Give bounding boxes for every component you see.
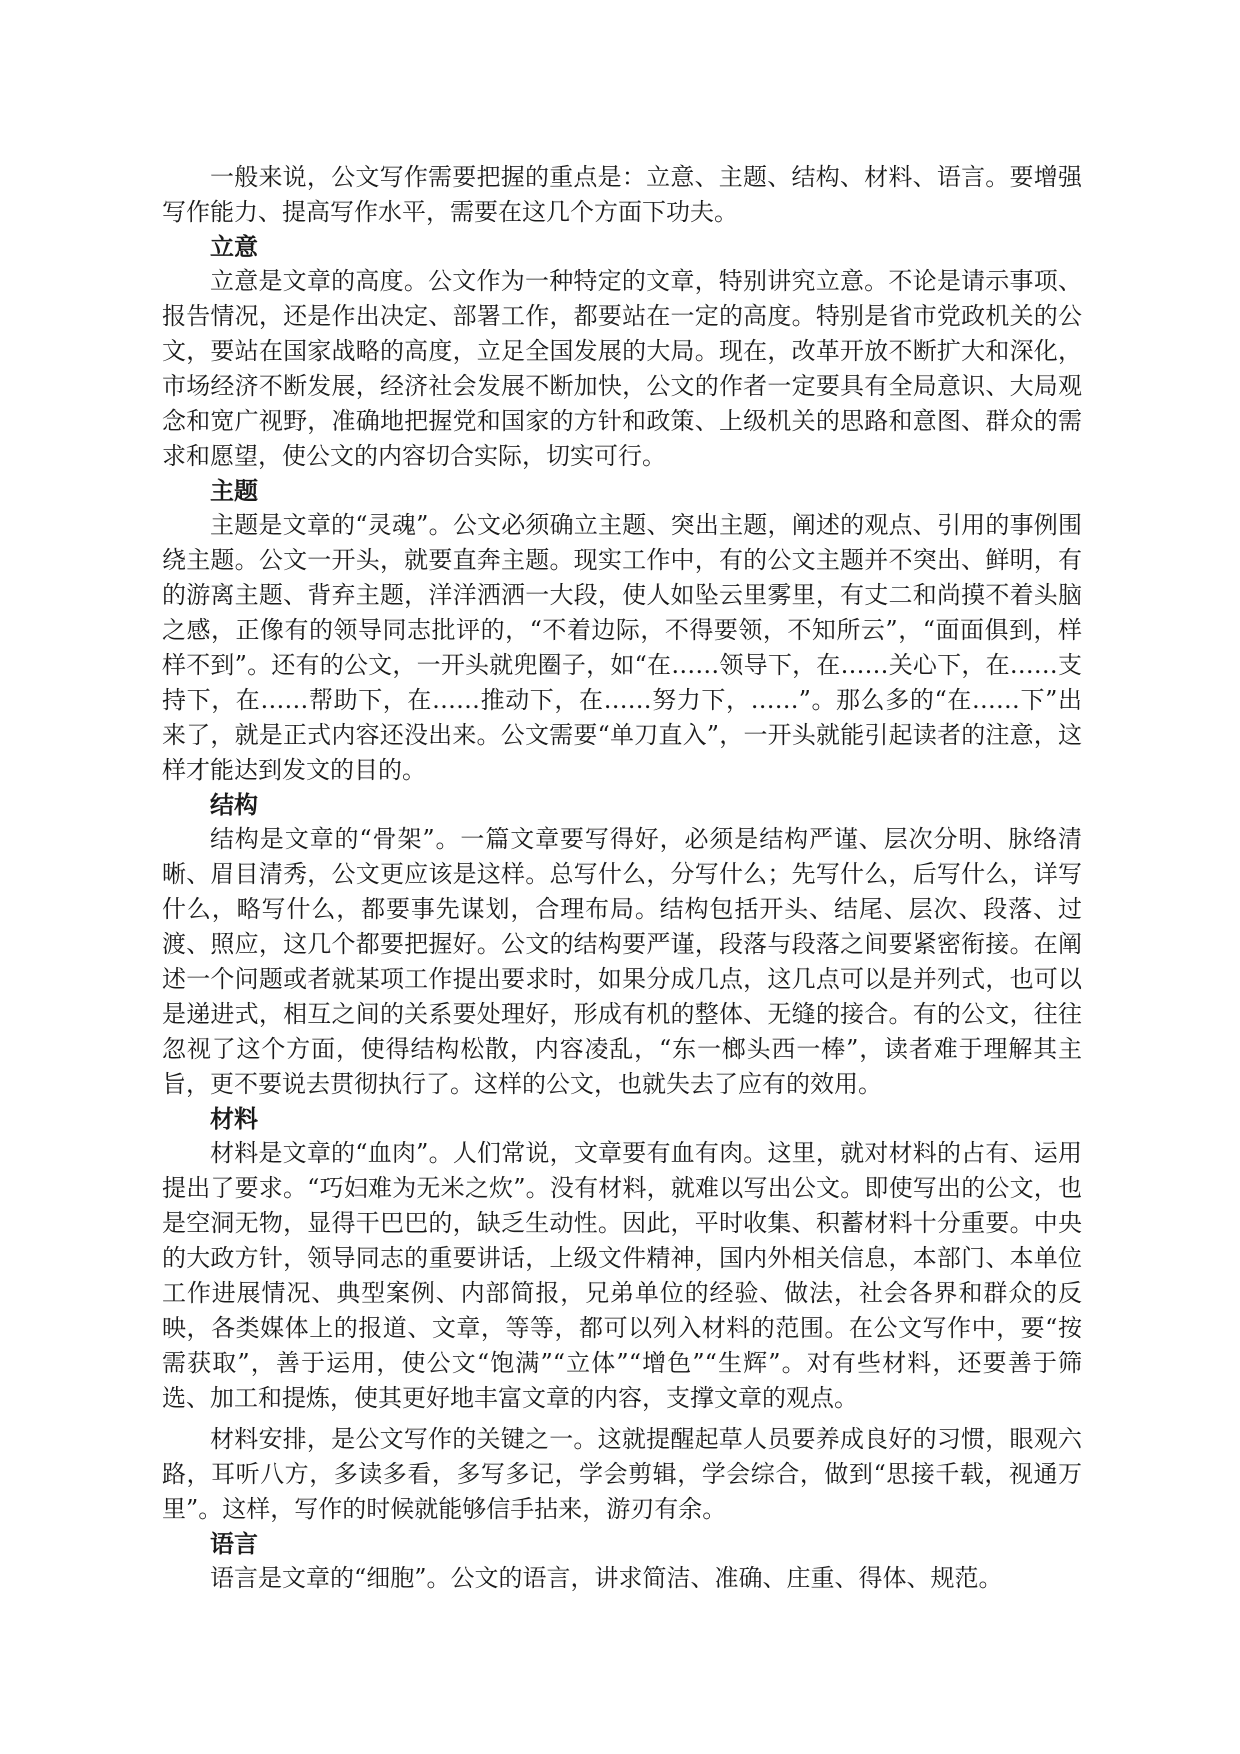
section-heading-yuyan: 语言 bbox=[210, 1530, 258, 1558]
section-heading-cailiao: 材料 bbox=[210, 1105, 258, 1133]
section-paragraph-yuyan: 语言是文章的“细胞”。公文的语言，讲求简洁、准确、庄重、得体、规范。 bbox=[210, 1564, 1003, 1592]
section-heading-zhuti: 主题 bbox=[210, 477, 258, 505]
section-heading-jiegou: 结构 bbox=[210, 791, 258, 819]
document-page bbox=[162, 160, 1082, 1596]
section-paragraph-zhuti: 主题是文章的“灵魂”。公文必须确立主题、突出主题，阐述的观点、引用的事例围绕主题。公文一开头，就要直奔主题。现实工作中，有的公文主题并不突出、鲜明，有的游离主题、背弃主题，洋洋洒洒一大段，使人如坠云里雾里，有丈二和尚摸不着头脑之感，正像有的领导同志批评的，“不着边际，不得要领，不知所云”，“面面俱到，样样不到”。还有的公文，一开头就兜圈子，如“在……领导下，在……关心下，在……支持下，在……帮助下，在……推动下，在……努力下，……”。那么多的“在……下”出来了，就是正式内容还没出来。公文需要“单刀直入”，一开头就能引起读者的注意，这样才能达到发文的目的。 bbox=[162, 511, 1082, 784]
intro-paragraph: 一般来说，公文写作需要把握的重点是：立意、主题、结构、材料、语言。要增强写作能力、提高写作水平，需要在这几个方面下功夫。 bbox=[162, 163, 1082, 226]
section-paragraph-cailiao-2: 材料安排，是公文写作的关键之一。这就提醒起草人员要养成良好的习惯，眼观六路，耳听八方，多读多看，多写多记，学会剪辑，学会综合，做到“思接千载，视通万里”。这样，写作的时候就能够信手拈来，游刃有余。 bbox=[162, 1425, 1082, 1523]
section-paragraph-jiegou: 结构是文章的“骨架”。一篇文章要写得好，必须是结构严谨、层次分明、脉络清晰、眉目清秀，公文更应该是这样。总写什么，分写什么；先写什么，后写什么，详写什么，略写什么，都要事先谋划，合理布局。结构包括开头、结尾、层次、段落、过渡、照应，这几个都要把握好。公文的结构要严谨，段落与段落之间要紧密衔接。在阐述一个问题或者就某项工作提出要求时，如果分成几点，这几点可以是并列式，也可以是递进式，相互之间的关系要处理好，形成有机的整体、无缝的接合。有的公文，往往忽视了这个方面，使得结构松散，内容凌乱，“东一榔头西一棒”，读者难于理解其主旨，更不要说去贯彻执行了。这样的公文，也就失去了应有的效用。 bbox=[162, 825, 1082, 1098]
section-heading-liyi: 立意 bbox=[210, 233, 258, 261]
section-paragraph-liyi: 立意是文章的高度。公文作为一种特定的文章，特别讲究立意。不论是请示事项、报告情况，还是作出决定、部署工作，都要站在一定的高度。特别是省市党政机关的公文，要站在国家战略的高度，立足全国发展的大局。现在，改革开放不断扩大和深化，市场经济不断发展，经济社会发展不断加快，公文的作者一定要具有全局意识、大局观念和宽广视野，准确地把握党和国家的方针和政策、上级机关的思路和意图、群众的需求和愿望，使公文的内容切合实际，切实可行。 bbox=[162, 267, 1082, 470]
section-paragraph-cailiao-1: 材料是文章的“血肉”。人们常说，文章要有血有肉。这里，就对材料的占有、运用提出了要求。“巧妇难为无米之炊”。没有材料，就难以写出公文。即使写出的公文，也是空洞无物，显得干巴巴的，缺乏生动性。因此，平时收集、积蓄材料十分重要。中央的大政方针，领导同志的重要讲话，上级文件精神，国内外相关信息，本部门、本单位工作进展情况、典型案例、内部简报，兄弟单位的经验、做法，社会各界和群众的反映，各类媒体上的报道、文章，等等，都可以列入材料的范围。在公文写作中，要“按需获取”，善于运用，使公文“饱满”“立体”“增色”“生辉”。对有些材料，还要善于筛选、加工和提炼，使其更好地丰富文章的内容，支撑文章的观点。 bbox=[162, 1139, 1082, 1412]
